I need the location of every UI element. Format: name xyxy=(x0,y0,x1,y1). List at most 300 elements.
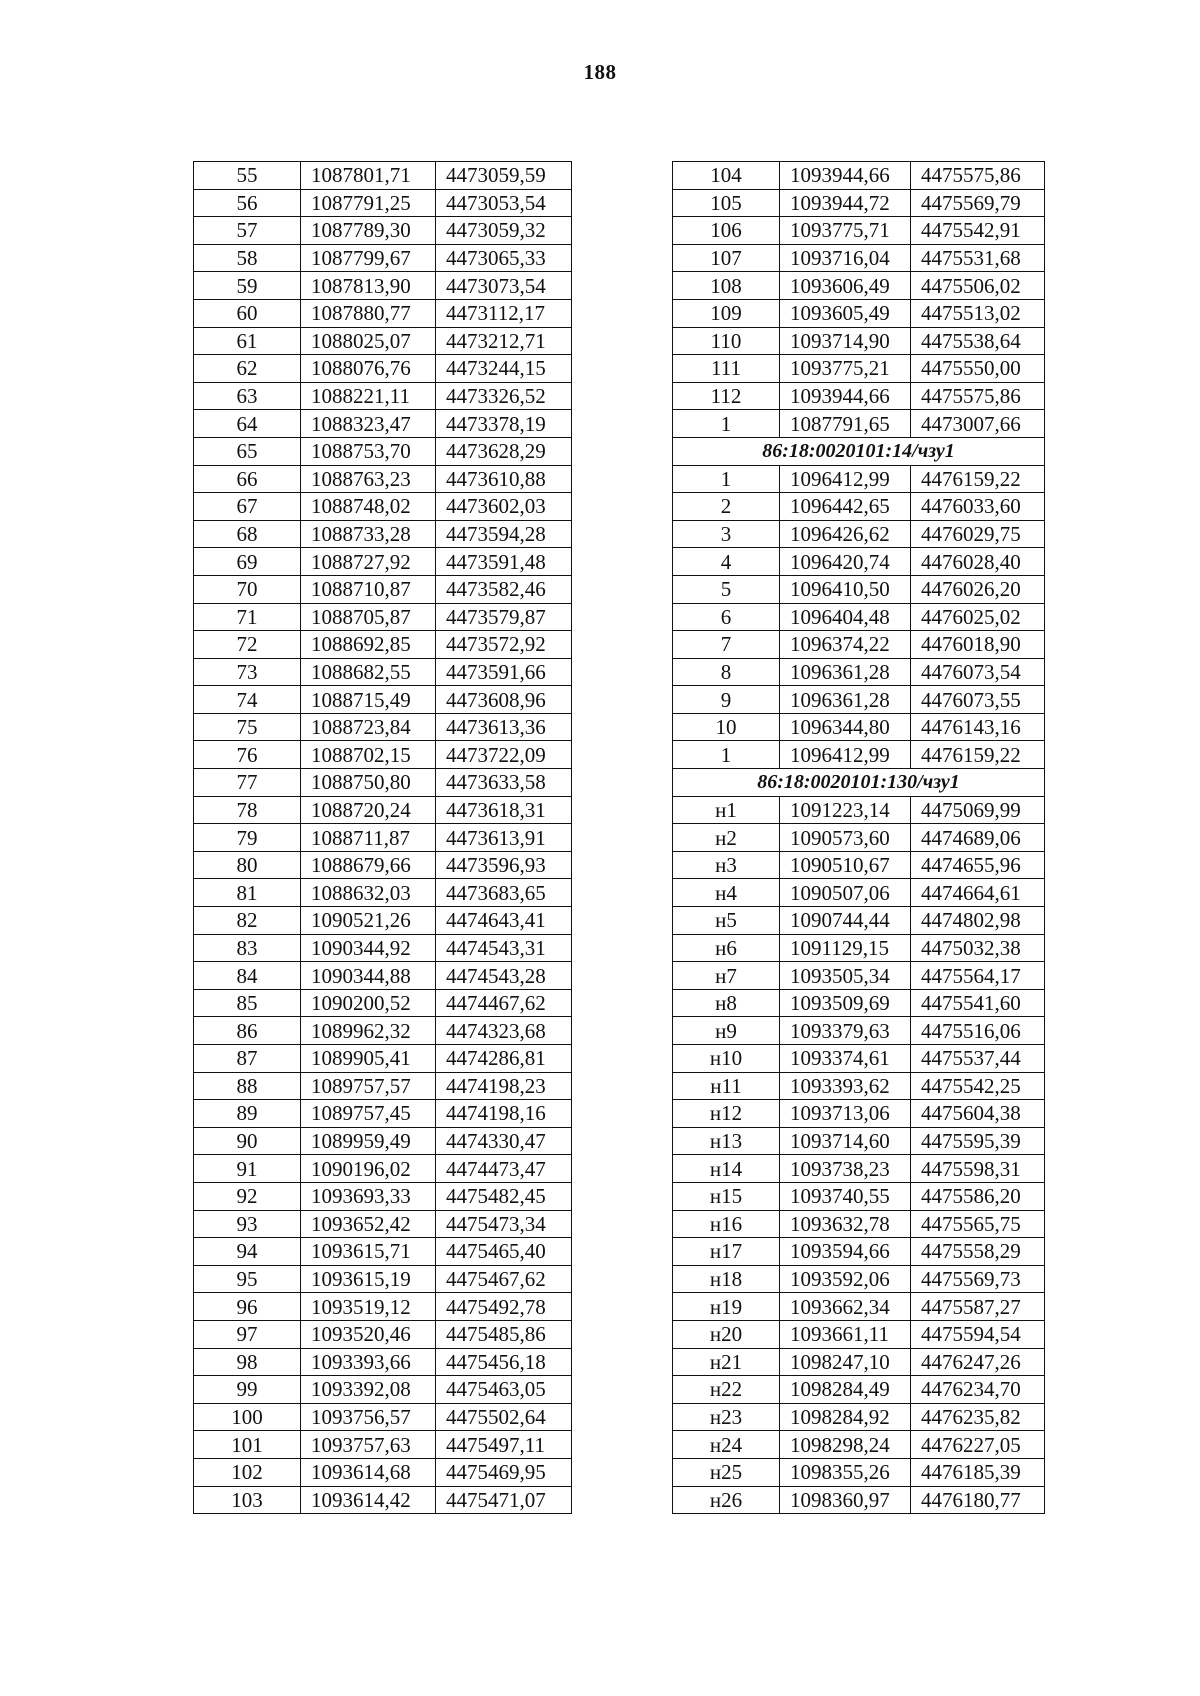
point-number-cell: 110 xyxy=(673,327,780,355)
y-coordinate-cell: 4473326,52 xyxy=(436,382,572,410)
table-row xyxy=(194,631,572,659)
y-coordinate-cell: 4475575,86 xyxy=(911,162,1045,190)
table-row xyxy=(673,189,1045,217)
x-coordinate-cell: 1093632,78 xyxy=(780,1210,911,1238)
x-coordinate-cell: 1090510,67 xyxy=(780,851,911,879)
y-coordinate-cell: 4473613,91 xyxy=(436,824,572,852)
x-coordinate-cell: 1087880,77 xyxy=(301,299,436,327)
table-row xyxy=(194,851,572,879)
x-coordinate-cell: 1088682,55 xyxy=(301,658,436,686)
x-coordinate-cell: 1089905,41 xyxy=(301,1045,436,1073)
point-number-cell: н12 xyxy=(673,1100,780,1128)
y-coordinate-cell: 4476234,70 xyxy=(911,1376,1045,1404)
point-number-cell: н7 xyxy=(673,962,780,990)
y-coordinate-cell: 4476143,16 xyxy=(911,713,1045,741)
y-coordinate-cell: 4473602,03 xyxy=(436,493,572,521)
x-coordinate-cell: 1093393,66 xyxy=(301,1348,436,1376)
y-coordinate-cell: 4476028,40 xyxy=(911,548,1045,576)
y-coordinate-cell: 4476029,75 xyxy=(911,520,1045,548)
y-coordinate-cell: 4475497,11 xyxy=(436,1431,572,1459)
table-row xyxy=(194,217,572,245)
table-row xyxy=(673,1127,1045,1155)
point-number-cell: 104 xyxy=(673,162,780,190)
point-number-cell: н22 xyxy=(673,1376,780,1404)
y-coordinate-cell: 4475565,75 xyxy=(911,1210,1045,1238)
x-coordinate-cell: 1088025,07 xyxy=(301,327,436,355)
table-row xyxy=(673,493,1045,521)
x-coordinate-cell: 1093775,71 xyxy=(780,217,911,245)
y-coordinate-cell: 4473722,09 xyxy=(436,741,572,769)
x-coordinate-cell: 1093652,42 xyxy=(301,1210,436,1238)
x-coordinate-cell: 1090196,02 xyxy=(301,1155,436,1183)
x-coordinate-cell: 1088711,87 xyxy=(301,824,436,852)
x-coordinate-cell: 1090344,88 xyxy=(301,962,436,990)
table-row xyxy=(194,989,572,1017)
table-row xyxy=(194,272,572,300)
point-number-cell: 98 xyxy=(194,1348,301,1376)
point-number-cell: н24 xyxy=(673,1431,780,1459)
x-coordinate-cell: 1098247,10 xyxy=(780,1348,911,1376)
y-coordinate-cell: 4476073,55 xyxy=(911,686,1045,714)
y-coordinate-cell: 4475506,02 xyxy=(911,272,1045,300)
table-row xyxy=(673,355,1045,383)
x-coordinate-cell: 1093615,19 xyxy=(301,1265,436,1293)
point-number-cell: 74 xyxy=(194,686,301,714)
point-number-cell: 91 xyxy=(194,1155,301,1183)
y-coordinate-cell: 4475558,29 xyxy=(911,1238,1045,1266)
x-coordinate-cell: 1088692,85 xyxy=(301,631,436,659)
y-coordinate-cell: 4475569,79 xyxy=(911,189,1045,217)
y-coordinate-cell: 4474689,06 xyxy=(911,824,1045,852)
point-number-cell: 6 xyxy=(673,603,780,631)
point-number-cell: 86 xyxy=(194,1017,301,1045)
y-coordinate-cell: 4473212,71 xyxy=(436,327,572,355)
y-coordinate-cell: 4473007,66 xyxy=(911,410,1045,438)
x-coordinate-cell: 1096420,74 xyxy=(780,548,911,576)
point-number-cell: 96 xyxy=(194,1293,301,1321)
y-coordinate-cell: 4474323,68 xyxy=(436,1017,572,1045)
x-coordinate-cell: 1098284,49 xyxy=(780,1376,911,1404)
table-row xyxy=(673,934,1045,962)
table-row xyxy=(194,327,572,355)
point-number-cell: 71 xyxy=(194,603,301,631)
table-row xyxy=(673,1293,1045,1321)
point-number-cell: н23 xyxy=(673,1403,780,1431)
x-coordinate-cell: 1093757,63 xyxy=(301,1431,436,1459)
x-coordinate-cell: 1093614,42 xyxy=(301,1486,436,1514)
x-coordinate-cell: 1087791,25 xyxy=(301,189,436,217)
table-row xyxy=(194,741,572,769)
y-coordinate-cell: 4476159,22 xyxy=(911,741,1045,769)
point-number-cell: 8 xyxy=(673,658,780,686)
x-coordinate-cell: 1096404,48 xyxy=(780,603,911,631)
point-number-cell: 2 xyxy=(673,493,780,521)
x-coordinate-cell: 1096442,65 xyxy=(780,493,911,521)
point-number-cell: 66 xyxy=(194,465,301,493)
x-coordinate-cell: 1088702,15 xyxy=(301,741,436,769)
table-row xyxy=(673,1403,1045,1431)
x-coordinate-cell: 1087789,30 xyxy=(301,217,436,245)
x-coordinate-cell: 1098355,26 xyxy=(780,1458,911,1486)
x-coordinate-cell: 1093615,71 xyxy=(301,1238,436,1266)
table-row xyxy=(673,1155,1045,1183)
y-coordinate-cell: 4474543,28 xyxy=(436,962,572,990)
y-coordinate-cell: 4475032,38 xyxy=(911,934,1045,962)
point-number-cell: 77 xyxy=(194,769,301,797)
x-coordinate-cell: 1088632,03 xyxy=(301,879,436,907)
point-number-cell: н26 xyxy=(673,1486,780,1514)
y-coordinate-cell: 4474473,47 xyxy=(436,1155,572,1183)
y-coordinate-cell: 4475502,64 xyxy=(436,1403,572,1431)
point-number-cell: н4 xyxy=(673,879,780,907)
point-number-cell: 59 xyxy=(194,272,301,300)
y-coordinate-cell: 4473059,59 xyxy=(436,162,572,190)
point-number-cell: 84 xyxy=(194,962,301,990)
y-coordinate-cell: 4475469,95 xyxy=(436,1458,572,1486)
point-number-cell: н6 xyxy=(673,934,780,962)
x-coordinate-cell: 1088753,70 xyxy=(301,437,436,465)
point-number-cell: 62 xyxy=(194,355,301,383)
x-coordinate-cell: 1093519,12 xyxy=(301,1293,436,1321)
table-row xyxy=(673,1458,1045,1486)
table-row xyxy=(194,299,572,327)
point-number-cell: н10 xyxy=(673,1045,780,1073)
table-row xyxy=(673,603,1045,631)
y-coordinate-cell: 4476033,60 xyxy=(911,493,1045,521)
x-coordinate-cell: 1093662,34 xyxy=(780,1293,911,1321)
x-coordinate-cell: 1089959,49 xyxy=(301,1127,436,1155)
table-row xyxy=(673,299,1045,327)
x-coordinate-cell: 1096361,28 xyxy=(780,658,911,686)
y-coordinate-cell: 4476159,22 xyxy=(911,465,1045,493)
table-row xyxy=(194,962,572,990)
y-coordinate-cell: 4474543,31 xyxy=(436,934,572,962)
table-row xyxy=(194,907,572,935)
point-number-cell: 67 xyxy=(194,493,301,521)
table-row xyxy=(673,1045,1045,1073)
point-number-cell: 9 xyxy=(673,686,780,714)
y-coordinate-cell: 4475598,31 xyxy=(911,1155,1045,1183)
x-coordinate-cell: 1088763,23 xyxy=(301,465,436,493)
table-row xyxy=(673,686,1045,714)
x-coordinate-cell: 1093379,63 xyxy=(780,1017,911,1045)
table-row xyxy=(194,1100,572,1128)
point-number-cell: н17 xyxy=(673,1238,780,1266)
point-number-cell: 1 xyxy=(673,410,780,438)
x-coordinate-cell: 1088710,87 xyxy=(301,575,436,603)
y-coordinate-cell: 4476247,26 xyxy=(911,1348,1045,1376)
point-number-cell: 70 xyxy=(194,575,301,603)
table-row xyxy=(194,1403,572,1431)
y-coordinate-cell: 4474330,47 xyxy=(436,1127,572,1155)
y-coordinate-cell: 4474198,16 xyxy=(436,1100,572,1128)
table-row xyxy=(673,575,1045,603)
table-row xyxy=(194,1238,572,1266)
x-coordinate-cell: 1090744,44 xyxy=(780,907,911,935)
y-coordinate-cell: 4474664,61 xyxy=(911,879,1045,907)
table-row xyxy=(194,410,572,438)
table-row xyxy=(194,1210,572,1238)
x-coordinate-cell: 1093756,57 xyxy=(301,1403,436,1431)
x-coordinate-cell: 1093614,68 xyxy=(301,1458,436,1486)
point-number-cell: 101 xyxy=(194,1431,301,1459)
y-coordinate-cell: 4475542,91 xyxy=(911,217,1045,245)
y-coordinate-cell: 4473633,58 xyxy=(436,769,572,797)
point-number-cell: н19 xyxy=(673,1293,780,1321)
x-coordinate-cell: 1098284,92 xyxy=(780,1403,911,1431)
x-coordinate-cell: 1093944,72 xyxy=(780,189,911,217)
x-coordinate-cell: 1093716,04 xyxy=(780,244,911,272)
y-coordinate-cell: 4475537,44 xyxy=(911,1045,1045,1073)
x-coordinate-cell: 1093738,23 xyxy=(780,1155,911,1183)
y-coordinate-cell: 4473378,19 xyxy=(436,410,572,438)
x-coordinate-cell: 1096344,80 xyxy=(780,713,911,741)
x-coordinate-cell: 1088727,92 xyxy=(301,548,436,576)
y-coordinate-cell: 4475467,62 xyxy=(436,1265,572,1293)
x-coordinate-cell: 1088679,66 xyxy=(301,851,436,879)
point-number-cell: н14 xyxy=(673,1155,780,1183)
point-number-cell: 80 xyxy=(194,851,301,879)
point-number-cell: н25 xyxy=(673,1458,780,1486)
table-row xyxy=(194,1431,572,1459)
point-number-cell: 97 xyxy=(194,1320,301,1348)
x-coordinate-cell: 1096410,50 xyxy=(780,575,911,603)
point-number-cell: 58 xyxy=(194,244,301,272)
point-number-cell: 85 xyxy=(194,989,301,1017)
table-row xyxy=(673,162,1045,190)
table-row xyxy=(194,1182,572,1210)
table-row xyxy=(673,879,1045,907)
point-number-cell: 55 xyxy=(194,162,301,190)
point-number-cell: 92 xyxy=(194,1182,301,1210)
point-number-cell: 63 xyxy=(194,382,301,410)
table-row xyxy=(673,1182,1045,1210)
y-coordinate-cell: 4476026,20 xyxy=(911,575,1045,603)
table-row xyxy=(194,1155,572,1183)
x-coordinate-cell: 1093605,49 xyxy=(780,299,911,327)
x-coordinate-cell: 1093606,49 xyxy=(780,272,911,300)
x-coordinate-cell: 1088723,84 xyxy=(301,713,436,741)
y-coordinate-cell: 4473065,33 xyxy=(436,244,572,272)
point-number-cell: 90 xyxy=(194,1127,301,1155)
x-coordinate-cell: 1093393,62 xyxy=(780,1072,911,1100)
y-coordinate-cell: 4473608,96 xyxy=(436,686,572,714)
table-row xyxy=(673,851,1045,879)
y-coordinate-cell: 4473610,88 xyxy=(436,465,572,493)
table-row xyxy=(673,1320,1045,1348)
y-coordinate-cell: 4476025,02 xyxy=(911,603,1045,631)
x-coordinate-cell: 1088733,28 xyxy=(301,520,436,548)
table-row xyxy=(673,1238,1045,1266)
table-row xyxy=(673,1265,1045,1293)
point-number-cell: 3 xyxy=(673,520,780,548)
table-row xyxy=(194,1265,572,1293)
y-coordinate-cell: 4474643,41 xyxy=(436,907,572,935)
x-coordinate-cell: 1093714,60 xyxy=(780,1127,911,1155)
x-coordinate-cell: 1088715,49 xyxy=(301,686,436,714)
table-row xyxy=(194,658,572,686)
table-row xyxy=(194,934,572,962)
table-row xyxy=(673,907,1045,935)
point-number-cell: 109 xyxy=(673,299,780,327)
table-row xyxy=(194,603,572,631)
x-coordinate-cell: 1093661,11 xyxy=(780,1320,911,1348)
point-number-cell: 76 xyxy=(194,741,301,769)
y-coordinate-cell: 4474655,96 xyxy=(911,851,1045,879)
point-number-cell: 10 xyxy=(673,713,780,741)
x-coordinate-cell: 1096426,62 xyxy=(780,520,911,548)
table-row xyxy=(673,1376,1045,1404)
y-coordinate-cell: 4476227,05 xyxy=(911,1431,1045,1459)
y-coordinate-cell: 4476018,90 xyxy=(911,631,1045,659)
x-coordinate-cell: 1093775,21 xyxy=(780,355,911,383)
x-coordinate-cell: 1087801,71 xyxy=(301,162,436,190)
y-coordinate-cell: 4475595,39 xyxy=(911,1127,1045,1155)
point-number-cell: 4 xyxy=(673,548,780,576)
cadastral-number-heading: 86:18:0020101:130/чзу1 xyxy=(673,769,1045,797)
point-number-cell: 7 xyxy=(673,631,780,659)
x-coordinate-cell: 1093509,69 xyxy=(780,989,911,1017)
x-coordinate-cell: 1098360,97 xyxy=(780,1486,911,1514)
y-coordinate-cell: 4473059,32 xyxy=(436,217,572,245)
y-coordinate-cell: 4473244,15 xyxy=(436,355,572,383)
y-coordinate-cell: 4473572,92 xyxy=(436,631,572,659)
table-row xyxy=(673,824,1045,852)
x-coordinate-cell: 1093594,66 xyxy=(780,1238,911,1266)
point-number-cell: 89 xyxy=(194,1100,301,1128)
y-coordinate-cell: 4475465,40 xyxy=(436,1238,572,1266)
y-coordinate-cell: 4475463,05 xyxy=(436,1376,572,1404)
x-coordinate-cell: 1090507,06 xyxy=(780,879,911,907)
x-coordinate-cell: 1093374,61 xyxy=(780,1045,911,1073)
table-row xyxy=(194,686,572,714)
x-coordinate-cell: 1088323,47 xyxy=(301,410,436,438)
y-coordinate-cell: 4475473,34 xyxy=(436,1210,572,1238)
point-number-cell: 106 xyxy=(673,217,780,245)
point-number-cell: 56 xyxy=(194,189,301,217)
table-row xyxy=(673,741,1045,769)
y-coordinate-cell: 4474286,81 xyxy=(436,1045,572,1073)
table-row xyxy=(673,272,1045,300)
table-row xyxy=(673,244,1045,272)
x-coordinate-cell: 1090521,26 xyxy=(301,907,436,935)
table-row xyxy=(194,1045,572,1073)
y-coordinate-cell: 4473683,65 xyxy=(436,879,572,907)
point-number-cell: н18 xyxy=(673,1265,780,1293)
point-number-cell: 88 xyxy=(194,1072,301,1100)
y-coordinate-cell: 4473579,87 xyxy=(436,603,572,631)
table-row xyxy=(673,410,1045,438)
y-coordinate-cell: 4475482,45 xyxy=(436,1182,572,1210)
point-number-cell: 112 xyxy=(673,382,780,410)
table-row xyxy=(673,631,1045,659)
table-row xyxy=(194,1348,572,1376)
point-number-cell: 83 xyxy=(194,934,301,962)
table-row xyxy=(194,1072,572,1100)
table-row xyxy=(673,548,1045,576)
x-coordinate-cell: 1093713,06 xyxy=(780,1100,911,1128)
table-row xyxy=(194,1458,572,1486)
x-coordinate-cell: 1093740,55 xyxy=(780,1182,911,1210)
point-number-cell: н15 xyxy=(673,1182,780,1210)
x-coordinate-cell: 1093693,33 xyxy=(301,1182,436,1210)
x-coordinate-cell: 1087813,90 xyxy=(301,272,436,300)
x-coordinate-cell: 1087799,67 xyxy=(301,244,436,272)
table-row xyxy=(673,1072,1045,1100)
table-row xyxy=(194,437,572,465)
y-coordinate-cell: 4473591,66 xyxy=(436,658,572,686)
table-row xyxy=(673,1348,1045,1376)
point-number-cell: 103 xyxy=(194,1486,301,1514)
table-row xyxy=(194,493,572,521)
y-coordinate-cell: 4473628,29 xyxy=(436,437,572,465)
point-number-cell: 105 xyxy=(673,189,780,217)
point-number-cell: 102 xyxy=(194,1458,301,1486)
y-coordinate-cell: 4475069,99 xyxy=(911,796,1045,824)
x-coordinate-cell: 1088748,02 xyxy=(301,493,436,521)
y-coordinate-cell: 4475492,78 xyxy=(436,1293,572,1321)
table-row xyxy=(194,824,572,852)
x-coordinate-cell: 1087791,65 xyxy=(780,410,911,438)
x-coordinate-cell: 1091129,15 xyxy=(780,934,911,962)
point-number-cell: н2 xyxy=(673,824,780,852)
point-number-cell: 65 xyxy=(194,437,301,465)
point-number-cell: н1 xyxy=(673,796,780,824)
point-number-cell: 94 xyxy=(194,1238,301,1266)
table-row xyxy=(673,989,1045,1017)
x-coordinate-cell: 1093392,08 xyxy=(301,1376,436,1404)
y-coordinate-cell: 4475575,86 xyxy=(911,382,1045,410)
table-row xyxy=(673,465,1045,493)
x-coordinate-cell: 1096412,99 xyxy=(780,465,911,493)
y-coordinate-cell: 4475516,06 xyxy=(911,1017,1045,1045)
y-coordinate-cell: 4475456,18 xyxy=(436,1348,572,1376)
table-row xyxy=(673,1486,1045,1514)
point-number-cell: 78 xyxy=(194,796,301,824)
y-coordinate-cell: 4473591,48 xyxy=(436,548,572,576)
point-number-cell: 72 xyxy=(194,631,301,659)
table-row xyxy=(194,1486,572,1514)
y-coordinate-cell: 4475542,25 xyxy=(911,1072,1045,1100)
point-number-cell: 1 xyxy=(673,465,780,493)
table-row xyxy=(194,465,572,493)
x-coordinate-cell: 1093505,34 xyxy=(780,962,911,990)
y-coordinate-cell: 4476073,54 xyxy=(911,658,1045,686)
y-coordinate-cell: 4473112,17 xyxy=(436,299,572,327)
coordinates-table-right xyxy=(672,161,1045,1514)
point-number-cell: 100 xyxy=(194,1403,301,1431)
point-number-cell: 68 xyxy=(194,520,301,548)
y-coordinate-cell: 4473582,46 xyxy=(436,575,572,603)
point-number-cell: 107 xyxy=(673,244,780,272)
point-number-cell: 1 xyxy=(673,741,780,769)
x-coordinate-cell: 1090573,60 xyxy=(780,824,911,852)
table-row xyxy=(673,1100,1045,1128)
point-number-cell: н8 xyxy=(673,989,780,1017)
y-coordinate-cell: 4474467,62 xyxy=(436,989,572,1017)
point-number-cell: 111 xyxy=(673,355,780,383)
x-coordinate-cell: 1088705,87 xyxy=(301,603,436,631)
y-coordinate-cell: 4473053,54 xyxy=(436,189,572,217)
table-row xyxy=(194,575,572,603)
table-row xyxy=(673,1210,1045,1238)
table-row xyxy=(194,548,572,576)
point-number-cell: 73 xyxy=(194,658,301,686)
table-row xyxy=(673,962,1045,990)
y-coordinate-cell: 4476185,39 xyxy=(911,1458,1045,1486)
y-coordinate-cell: 4475485,86 xyxy=(436,1320,572,1348)
table-row xyxy=(194,796,572,824)
